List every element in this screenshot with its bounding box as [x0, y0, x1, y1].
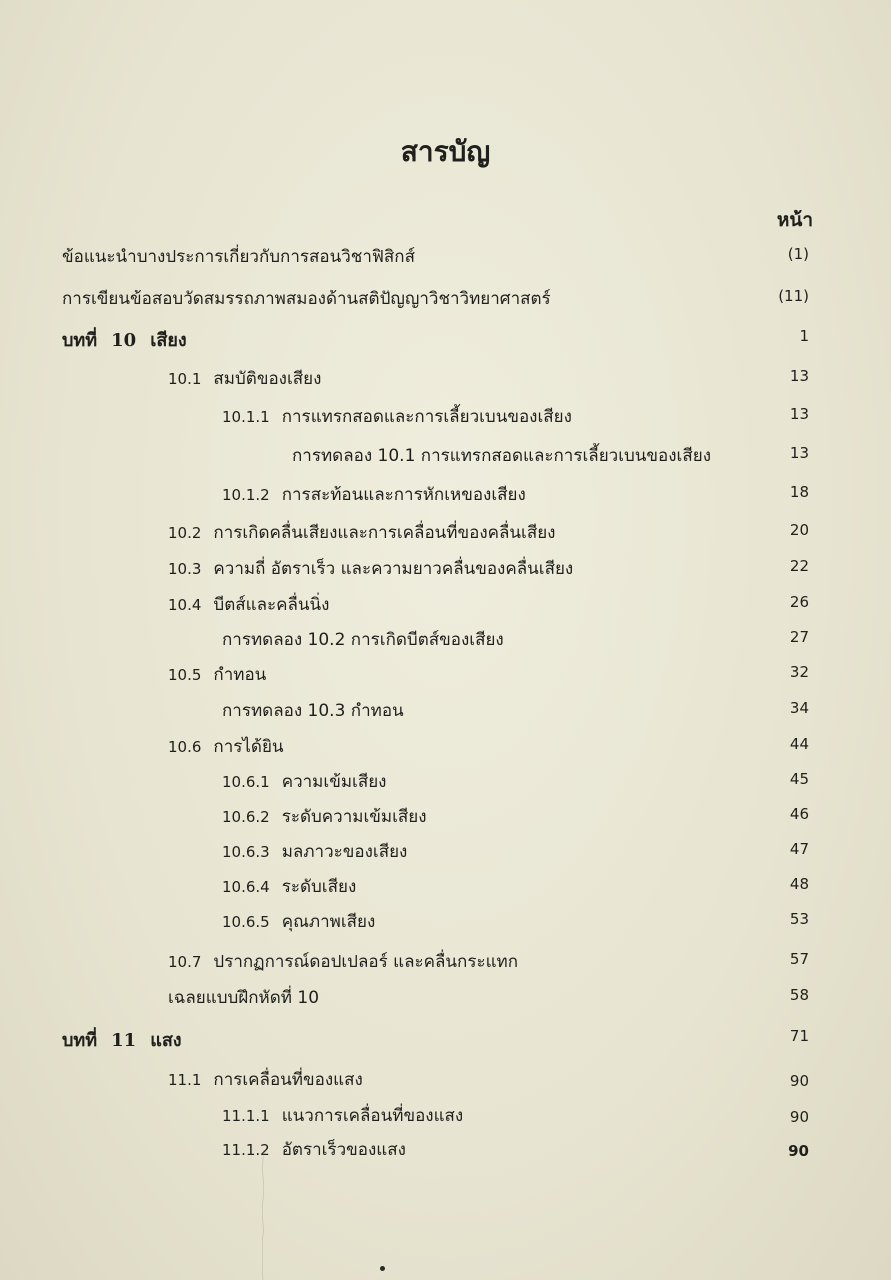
chapter-title: แสง	[150, 1030, 182, 1051]
toc-entry-page: 45	[789, 770, 809, 788]
toc-entry-text: แนวการเคลื่อนที่ของแสง	[281, 1106, 464, 1126]
toc-entry-page: 18	[789, 483, 809, 501]
toc-entry-page: 48	[789, 875, 809, 893]
toc-entry	[0, 908, 891, 938]
toc-entry-text: การได้ยิน	[213, 737, 284, 757]
toc-entry	[0, 555, 891, 585]
toc-entry-page: 27	[789, 628, 809, 646]
toc-entry-text: การเขียนข้อสอบวัดสมรรถภาพสมองด้านสติปัญญาวิชาวิทยาศาสตร์	[62, 289, 551, 309]
toc-entry-page: 13	[789, 367, 809, 385]
toc-entry-text: อัตราเร็วของแสง	[281, 1140, 406, 1160]
toc-chapter	[0, 1025, 891, 1055]
toc-entry-text: ระดับความเข้มเสียง	[281, 807, 427, 827]
page-column-header: หน้า	[776, 209, 813, 231]
section-number: 10.6	[168, 738, 202, 756]
toc-entry-page: 13	[789, 405, 809, 423]
toc-entry-page: (11)	[778, 287, 809, 305]
toc-entry-page: 90	[789, 1072, 809, 1090]
toc-entry-page: 26	[789, 593, 809, 611]
chapter-number: 10	[111, 330, 137, 351]
section-number: 10.6.2	[222, 808, 270, 826]
toc-entry-text: ความถี่ อัตราเร็ว และความยาวคลื่นของคลื่นเสียง	[213, 559, 574, 579]
toc-entry-page: 1	[799, 327, 809, 345]
section-number: 11.1.2	[222, 1141, 270, 1159]
chapter-label: บทที่	[62, 1030, 98, 1051]
toc-entry-text: การทดลอง 10.1 การแทรกสอดและการเลี้ยวเบนของเสียง	[292, 446, 711, 466]
toc-entry-page: 90	[789, 1108, 809, 1126]
toc-entry	[0, 285, 891, 315]
paper-crack	[262, 1150, 264, 1280]
toc-entry-page: 57	[789, 950, 809, 968]
toc-entry-text: ความเข้มเสียง	[281, 772, 387, 792]
toc-entry	[0, 243, 891, 273]
toc-entry	[0, 838, 891, 868]
section-number: 10.7	[168, 953, 202, 971]
toc-entry	[0, 984, 891, 1014]
toc-entry-text: บีตส์และคลื่นนิ่ง	[213, 595, 330, 615]
toc-entry	[0, 591, 891, 621]
section-number: 10.6.5	[222, 913, 270, 931]
toc-entry-page: 58	[789, 986, 809, 1004]
toc-entry-text: การเกิดคลื่นเสียงและการเคลื่อนที่ของคลื่นเสียง	[213, 523, 556, 543]
toc-entry-text: เฉลยแบบฝึกหัดที่ 10	[168, 988, 320, 1008]
page-title: สารบัญ	[400, 135, 491, 168]
toc-entry	[0, 948, 891, 978]
toc-entry-text: คุณภาพเสียง	[281, 912, 376, 932]
toc-entry	[0, 519, 891, 549]
toc-chapter	[0, 325, 891, 355]
section-number: 10.5	[168, 666, 202, 684]
toc-entry	[0, 873, 891, 903]
section-number: 10.4	[168, 596, 202, 614]
toc-entry-text: การแทรกสอดและการเลี้ยวเบนของเสียง	[281, 407, 572, 427]
toc-entry	[0, 697, 891, 727]
toc-entry	[0, 803, 891, 833]
toc-entry-page: 34	[789, 699, 809, 717]
toc-entry	[0, 1136, 891, 1166]
toc-entry-text: มลภาวะของเสียง	[281, 842, 408, 862]
toc-entry-text: ข้อแนะนำบางประการเกี่ยวกับการสอนวิชาฟิสิกส์	[62, 247, 415, 267]
section-number: 10.6.1	[222, 773, 270, 791]
section-number: 10.3	[168, 560, 202, 578]
toc-entry	[0, 365, 891, 395]
toc-entry-page: 32	[789, 663, 809, 681]
toc-entry-text: การเคลื่อนที่ของแสง	[213, 1070, 363, 1090]
toc-entry	[0, 442, 891, 472]
toc-entry-page: 47	[789, 840, 809, 858]
toc-entry	[0, 768, 891, 798]
section-number: 10.6.4	[222, 878, 270, 896]
section-number: 10.6.3	[222, 843, 270, 861]
ink-dot	[380, 1266, 385, 1271]
chapter-title: เสียง	[150, 330, 187, 351]
toc-entry-text: การทดลอง 10.3 กำทอน	[222, 701, 404, 721]
toc-entry-page: 71	[789, 1027, 809, 1045]
toc-entry	[0, 1102, 891, 1132]
toc-entry-page: 22	[789, 557, 809, 575]
toc-entry-text: ปรากฏการณ์ดอปเปลอร์ และคลื่นกระแทก	[213, 952, 519, 972]
section-number: 10.1	[168, 370, 202, 388]
section-number: 11.1.1	[222, 1107, 270, 1125]
toc-entry	[0, 661, 891, 691]
toc-entry	[0, 403, 891, 433]
toc-entry-text: การทดลอง 10.2 การเกิดบีตส์ของเสียง	[222, 630, 504, 650]
toc-entry	[0, 733, 891, 763]
toc-entry-page: 53	[789, 910, 809, 928]
toc-entry-page: 90	[788, 1142, 809, 1160]
chapter-label: บทที่	[62, 330, 98, 351]
toc-entry-text: ระดับเสียง	[281, 877, 357, 897]
section-number: 11.1	[168, 1071, 202, 1089]
toc-entry-text: กำทอน	[213, 665, 267, 685]
section-number: 10.1.2	[222, 486, 270, 504]
toc-entry	[0, 1066, 891, 1096]
toc-entry-text: การสะท้อนและการหักเหของเสียง	[281, 485, 526, 505]
toc-entry-page: 13	[789, 444, 809, 462]
section-number: 10.2	[168, 524, 202, 542]
toc-entry-page: 46	[789, 805, 809, 823]
toc-entry	[0, 481, 891, 511]
toc-entry-page: 44	[789, 735, 809, 753]
section-number: 10.1.1	[222, 408, 270, 426]
chapter-number: 11	[111, 1030, 137, 1051]
toc-entry-page: (1)	[787, 245, 809, 263]
toc-entry	[0, 626, 891, 656]
toc-entry-page: 20	[789, 521, 809, 539]
toc-entry-text: สมบัติของเสียง	[213, 369, 322, 389]
